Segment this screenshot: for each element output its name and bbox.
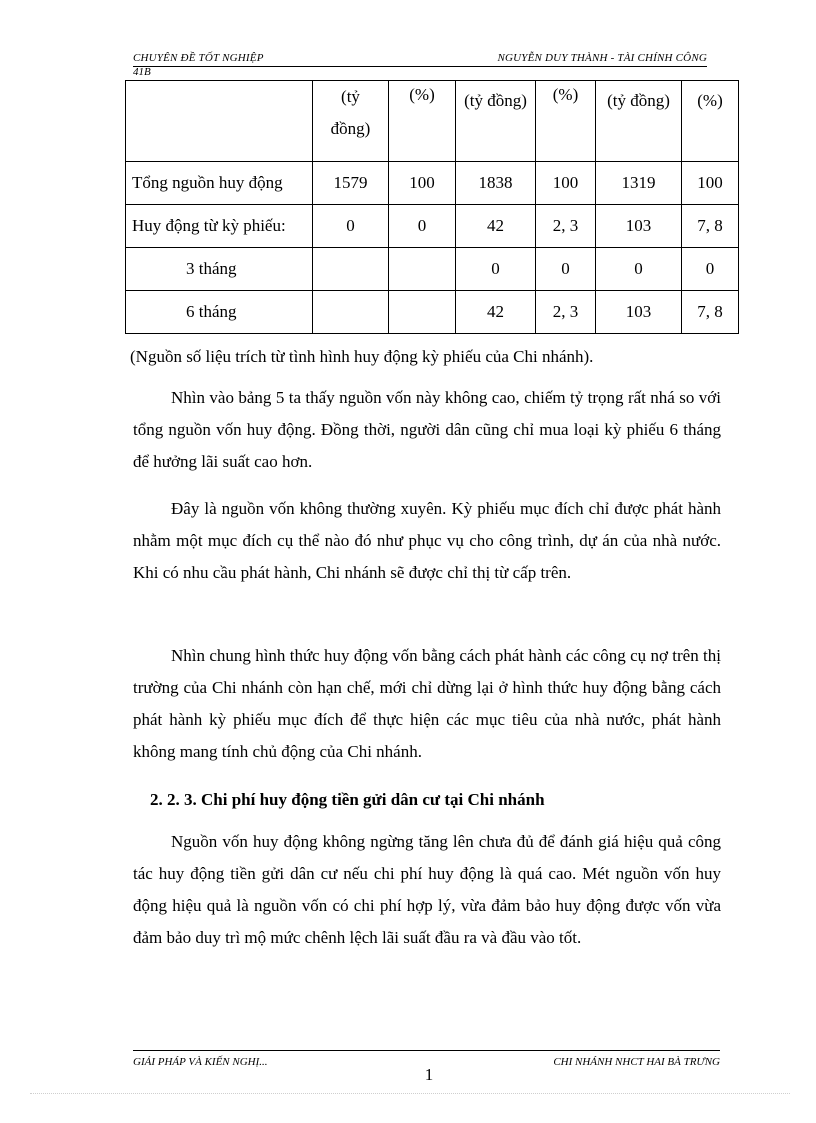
table-cell: 7, 8	[682, 205, 739, 248]
table-cell: 100	[389, 162, 456, 205]
table-header-row	[126, 81, 739, 162]
table-header-cell	[389, 81, 456, 162]
table-cell: 0	[313, 205, 389, 248]
table-cell: 103	[596, 205, 682, 248]
section-heading: 2. 2. 3. Chi phí huy động tiền gửi dân cư tại Chi nhánh	[150, 790, 545, 809]
table-cell: 1319	[596, 162, 682, 205]
table-cell: 2, 3	[536, 205, 596, 248]
table-cell: 0	[389, 205, 456, 248]
body-paragraph: Nhìn vào bảng 5 ta thấy nguồn vốn này không cao, chiếm tỷ trọng rất nhá so với tổng nguồn vốn huy động. Đồng thời, người dân cũng chỉ mua loại kỳ phiếu 6 tháng để hưởng lãi suất cao hơn.	[133, 388, 721, 471]
header-right-text: NGUYỄN DUY THÀNH - TÀI CHÍNH CÔNG	[497, 52, 707, 64]
page-header	[133, 52, 707, 66]
table-cell	[389, 248, 456, 291]
page-number: 1	[424, 1065, 434, 1084]
table-cell	[389, 291, 456, 334]
page-bottom-divider	[30, 1093, 790, 1094]
table-cell: Tổng nguồn huy động	[126, 162, 313, 205]
table-cell: 103	[596, 291, 682, 334]
header-left-text: CHUYÊN ĐỀ TỐT NGHIỆP	[133, 52, 264, 64]
body-paragraph: Đây là nguồn vốn không thường xuyên. Kỳ phiếu mục đích chỉ được phát hành nhằm một mục đích cụ thể nào đó như phục vụ cho công trình, dự án của nhà nước. Khi có nhu cầu phát hành, Chi nhánh sẽ được chỉ thị từ cấp trên.	[133, 499, 721, 582]
table-header-cell: (tỷ đồng)	[596, 81, 682, 162]
header-continuation: 41B	[133, 66, 151, 78]
table-cell: 0	[596, 248, 682, 291]
table-row	[126, 205, 739, 248]
table-cell: 0	[682, 248, 739, 291]
body-paragraph: Nguồn vốn huy động không ngừng tăng lên chưa đủ để đánh giá hiệu quả công tác huy động tiền gửi dân cư nếu chi phí huy động là quá cao. Mét nguồn vốn huy động hiệu quả là nguồn vốn có chi phí hợp lý, vừa đảm bảo huy động được vốn vừa đảm bảo duy trì mộ mức chênh lệch lãi suất đầu ra và đầu vào tốt.	[133, 832, 721, 947]
capital-mobilization-table	[125, 80, 739, 334]
table-cell: 1838	[456, 162, 536, 205]
table-header-label: (%)	[409, 85, 435, 104]
table-cell: 100	[536, 162, 596, 205]
table-row	[126, 248, 739, 291]
table-cell: 6 tháng	[126, 291, 313, 334]
table-source-note: (Nguồn số liệu trích từ tình hình huy động kỳ phiếu của Chi nhánh).	[130, 347, 594, 366]
table-header-cell: (tỷ đồng)	[313, 81, 389, 162]
table-row	[126, 291, 739, 334]
footer-rule	[133, 1050, 720, 1051]
table-row	[126, 162, 739, 205]
table-header-cell	[126, 81, 313, 162]
table-header-cell: (tỷ đồng)	[456, 81, 536, 162]
table-header-cell	[536, 81, 596, 162]
table-cell: 0	[456, 248, 536, 291]
table-cell: 42	[456, 291, 536, 334]
footer-left-text: GIẢI PHÁP VÀ KIẾN NGHỊ...	[133, 1056, 268, 1068]
table-cell: 1579	[313, 162, 389, 205]
table-cell: 3 tháng	[126, 248, 313, 291]
table-cell: 7, 8	[682, 291, 739, 334]
table-header-label: (%)	[552, 85, 579, 104]
footer-right-text: CHI NHÁNH NHCT HAI BÀ TRƯNG	[553, 1056, 720, 1068]
table-cell	[313, 248, 389, 291]
table-cell: 0	[536, 248, 596, 291]
table-cell: Huy động từ kỳ phiếu:	[126, 205, 313, 248]
table-cell	[313, 291, 389, 334]
table-header-cell: (%)	[682, 81, 739, 162]
body-paragraph: Nhìn chung hình thức huy động vốn bằng cách phát hành các công cụ nợ trên thị trường của Chi nhánh còn hạn chế, mới chỉ dừng lại ở hình thức huy động bằng cách phát hành kỳ phiếu mục đích để thực hiện các mục tiêu của nhà nước, phát hành không mang tính chủ động của Chi nhánh.	[133, 646, 721, 761]
table-cell: 2, 3	[536, 291, 596, 334]
header-rule	[133, 66, 707, 67]
table-cell: 100	[682, 162, 739, 205]
table-cell: 42	[456, 205, 536, 248]
